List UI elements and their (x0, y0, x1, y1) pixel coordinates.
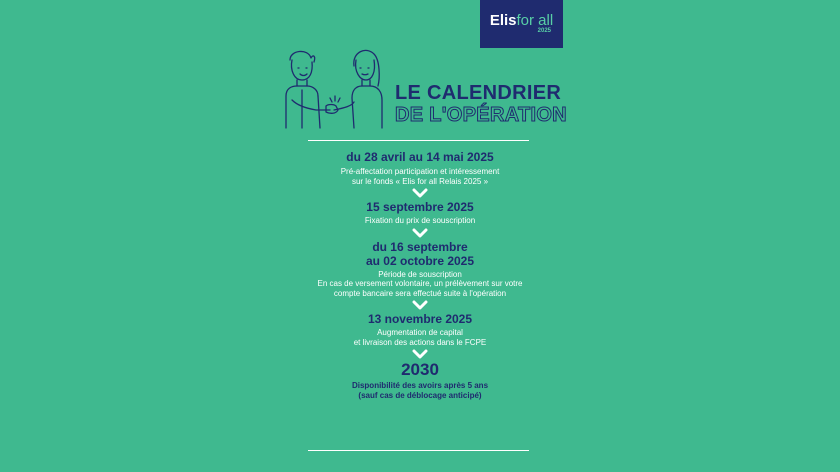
title-line-1: LE CALENDRIER (395, 82, 562, 104)
chevron-down-icon (280, 298, 560, 312)
step-description: sur le fonds « Elis for all Relais 2025 » (351, 176, 489, 186)
logo-brand-light: for all (516, 12, 554, 29)
handshake-illustration-icon (282, 44, 392, 130)
step-date: 15 septembre 2025 (366, 200, 474, 214)
timeline (280, 150, 560, 400)
top-divider (308, 140, 529, 141)
title-line-2: DE L'OPÉRATION (395, 104, 567, 126)
step-description: (sauf cas de déblocage anticipé) (358, 390, 482, 400)
chevron-down-icon (280, 186, 560, 200)
chevron-down-icon (280, 226, 560, 240)
step-description: Pré-affectation participation et intéressement (340, 167, 500, 176)
timeline-step-1 (280, 150, 560, 186)
step-date: du 28 avril au 14 mai 2025 (346, 150, 494, 164)
logo-wordmark (490, 13, 553, 28)
step-description: compte bancaire sera effectué suite à l'opération (333, 288, 507, 298)
chevron-down-icon (280, 347, 560, 361)
elis-for-all-logo (480, 0, 563, 48)
step-description: et livraison des actions dans le FCPE (353, 337, 487, 347)
step-description: En cas de versement volontaire, un prélèvement sur votre (317, 279, 523, 288)
timeline-step-5 (280, 361, 560, 400)
logo-brand-bold: Elis (489, 12, 517, 29)
step-date: du 16 septembre (372, 239, 468, 254)
logo-year: 2025 (537, 28, 551, 34)
step-date: au 02 octobre 2025 (365, 253, 475, 268)
timeline-step-3 (280, 240, 560, 299)
step-description: Disponibilité des avoirs après 5 ans (351, 381, 489, 390)
step-description: Période de souscription (378, 269, 462, 279)
step-description: Augmentation de capital (377, 328, 463, 337)
step-date: 2030 (401, 360, 439, 379)
timeline-step-4 (280, 312, 560, 347)
timeline-step-2 (280, 200, 560, 226)
bottom-divider (308, 450, 529, 451)
step-date: 13 novembre 2025 (367, 312, 473, 326)
page-title (395, 82, 567, 126)
step-description: Fixation du prix de souscription (364, 216, 476, 225)
